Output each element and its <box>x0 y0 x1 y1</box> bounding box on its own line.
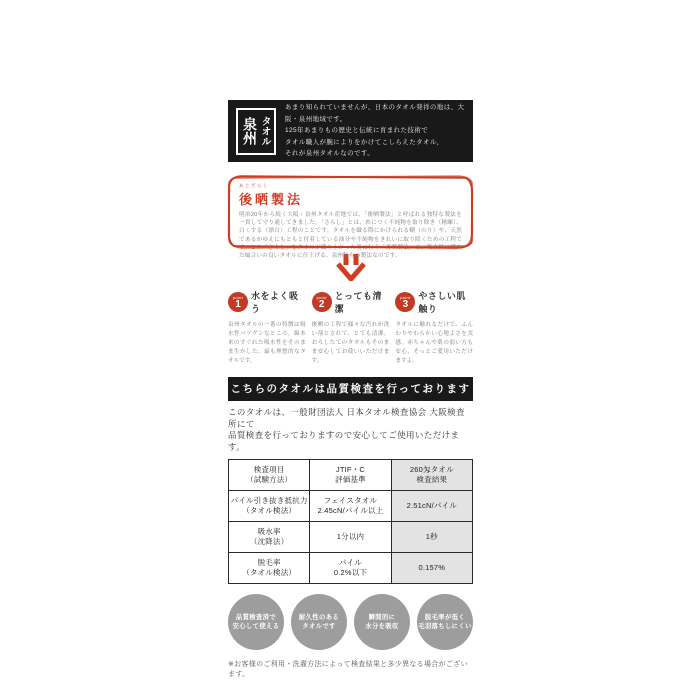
method-sketch-box <box>228 176 473 260</box>
point-2-header <box>312 289 390 315</box>
point-badge-number: 2 <box>318 299 325 310</box>
point-2-description: 後晒の工程で様々な汚れが洗い落とされて、とても清潔。おろしたてのタオルもそのまま安心してお使いいただけます。 <box>311 322 390 364</box>
cell-line: パイル <box>338 558 363 567</box>
hero-line: あまり知られていませんが、日本のタオル発祥の地は、大阪・泉州地域です。 <box>285 104 465 123</box>
badge-line: タオルです <box>302 623 336 630</box>
cell-line: 評価基準 <box>335 475 366 484</box>
cell-line: JTIF・C <box>335 465 366 474</box>
point-badge-number: 1 <box>235 299 241 310</box>
cell-item <box>229 491 310 522</box>
quality-intro-text <box>228 407 473 453</box>
badge-line: 安心して使える <box>232 623 280 630</box>
header-cell-criteria <box>310 460 391 491</box>
table-row-pile-resistance <box>229 491 473 522</box>
badge-line: 毛羽落ちしにくい <box>418 623 472 630</box>
cell-item <box>229 522 310 553</box>
method-description: 明治20年から続く大阪・泉州タオル産地では、「後晒製法」と呼ばれる独特な製法を一貫して守り通してきました。「さらし」とは、糸につく不純物を取り除き（精練）、白くする（漂白）工程のことです。タオルを織る際にかけられる糊（のり）や、天然であるがゆえにもともと付着している油分や不純物をきれいに取り除くための工程です。この「さらし」をタオルが織り上がった後に行う「後晒製法」は、吸水性に優れた風合いの良いタオルに仕上げる、泉州特有の製法なのです。 <box>239 212 462 260</box>
cell-result <box>391 522 472 553</box>
feature-badges-row <box>228 594 473 650</box>
cell-line: フェイスタオル <box>323 496 378 505</box>
cell-line: （タオル検法） <box>242 506 297 515</box>
point-3-title: やさしい肌触り <box>418 291 466 314</box>
point-2-title: とっても清潔 <box>334 291 382 314</box>
header-cell-inspection-item <box>229 460 310 491</box>
cell-line: （タオル検法） <box>242 568 297 577</box>
cell-line: 0.2%以下 <box>333 568 368 577</box>
quality-inspection-banner: こちらのタオルは品質検査を行っております <box>228 377 473 401</box>
badge-durable <box>291 594 347 650</box>
badge-line: 脱毛率が低く <box>424 613 466 621</box>
hero-line: タオル職人が腕によりをかけてこしらえたタオル、 <box>285 138 444 146</box>
senshu-towel-logo <box>236 108 276 155</box>
badge-line: 耐久性のある <box>298 613 340 621</box>
hero-intro-panel <box>228 100 473 162</box>
points-row <box>228 289 473 366</box>
point-2-cleanliness <box>312 289 390 366</box>
content-column <box>228 100 473 679</box>
badge-line: 品質検査済で <box>235 613 277 621</box>
cell-line: 脱毛率 <box>257 558 281 567</box>
hero-line: それが泉州タオルなのです。 <box>285 150 375 158</box>
method-furigana: あとざらし <box>239 183 269 188</box>
point-2-badge-icon <box>312 292 332 312</box>
point-badge-label: point <box>400 295 411 300</box>
hero-intro-text <box>285 102 465 160</box>
cell-line: （沈降法） <box>249 537 289 546</box>
cell-line: 260匁タオル <box>409 465 454 474</box>
cell-line: 1分以内 <box>336 532 365 541</box>
point-1-absorbency <box>228 289 306 366</box>
point-badge-label: point <box>232 295 244 300</box>
cell-line: 2.51cN/パイル <box>406 501 457 510</box>
point-1-badge-icon <box>228 292 248 312</box>
point-badge-label: point <box>316 295 327 300</box>
badge-instant-absorb <box>354 594 410 650</box>
cell-item <box>229 553 310 584</box>
point-1-description: 泉州タオルの一番の特徴は吸水性バツグンなところ。綿本来のすぐれた吸水性をそのまま生かした、最も理想的なタオルです。 <box>228 322 306 364</box>
badge-line: 水分を吸収 <box>365 623 399 630</box>
cell-line: 0.157% <box>418 563 446 572</box>
table-row-lint-rate <box>229 553 473 584</box>
header-cell-result <box>391 460 472 491</box>
cell-result <box>391 553 472 584</box>
table-header-row <box>229 460 473 491</box>
logo-text-senshu: 泉州 <box>242 117 258 145</box>
cell-line: （試験方法） <box>246 475 293 484</box>
cell-criteria <box>310 491 391 522</box>
point-badge-number: 3 <box>402 299 409 310</box>
badge-low-lint <box>417 594 473 650</box>
disclaimer-note: ※お客様のご利用・洗濯方法によって検査結果と多少異なる場合がございます。 <box>228 661 468 678</box>
cell-line: 1秒 <box>425 532 438 541</box>
table-row-water-absorption <box>229 522 473 553</box>
point-3-badge-icon <box>395 292 415 312</box>
inspection-results-table <box>228 459 473 584</box>
cell-criteria <box>310 553 391 584</box>
cell-criteria <box>310 522 391 553</box>
cell-result <box>391 491 472 522</box>
point-1-title: 水をよく吸う <box>251 291 299 314</box>
cell-line: パイル引き抜き抵抗力 <box>230 496 308 505</box>
cell-line: 吸水率 <box>257 527 281 536</box>
badge-line: 瞬間的に <box>368 613 396 621</box>
point-1-header <box>228 289 306 315</box>
quality-intro-line: 品質検査を行っておりますので安心してご使用いただけます。 <box>228 430 460 452</box>
cell-line: 検査項目 <box>253 465 285 474</box>
hero-line: 125年あまりもの歴史と伝統に育まれた技術で <box>285 127 429 135</box>
cell-line: 2.45cN/パイル以上 <box>317 506 384 515</box>
point-3-header <box>395 289 473 315</box>
logo-text-towel: タオル <box>259 116 270 146</box>
quality-intro-line: このタオルは、一般財団法人 日本タオル検査協会 大阪検査所にて <box>228 407 465 429</box>
point-3-softness <box>395 289 473 366</box>
method-title: 後晒製法 <box>239 192 304 207</box>
point-3-description: タオルに触れるだけで、ふんわりやわらかい心地よさを実感。赤ちゃんや肌の弱い方も安心、そっとご愛用いただけますよ。 <box>395 322 474 364</box>
cell-line: 検査結果 <box>416 475 448 484</box>
badge-quality-checked <box>228 594 284 650</box>
